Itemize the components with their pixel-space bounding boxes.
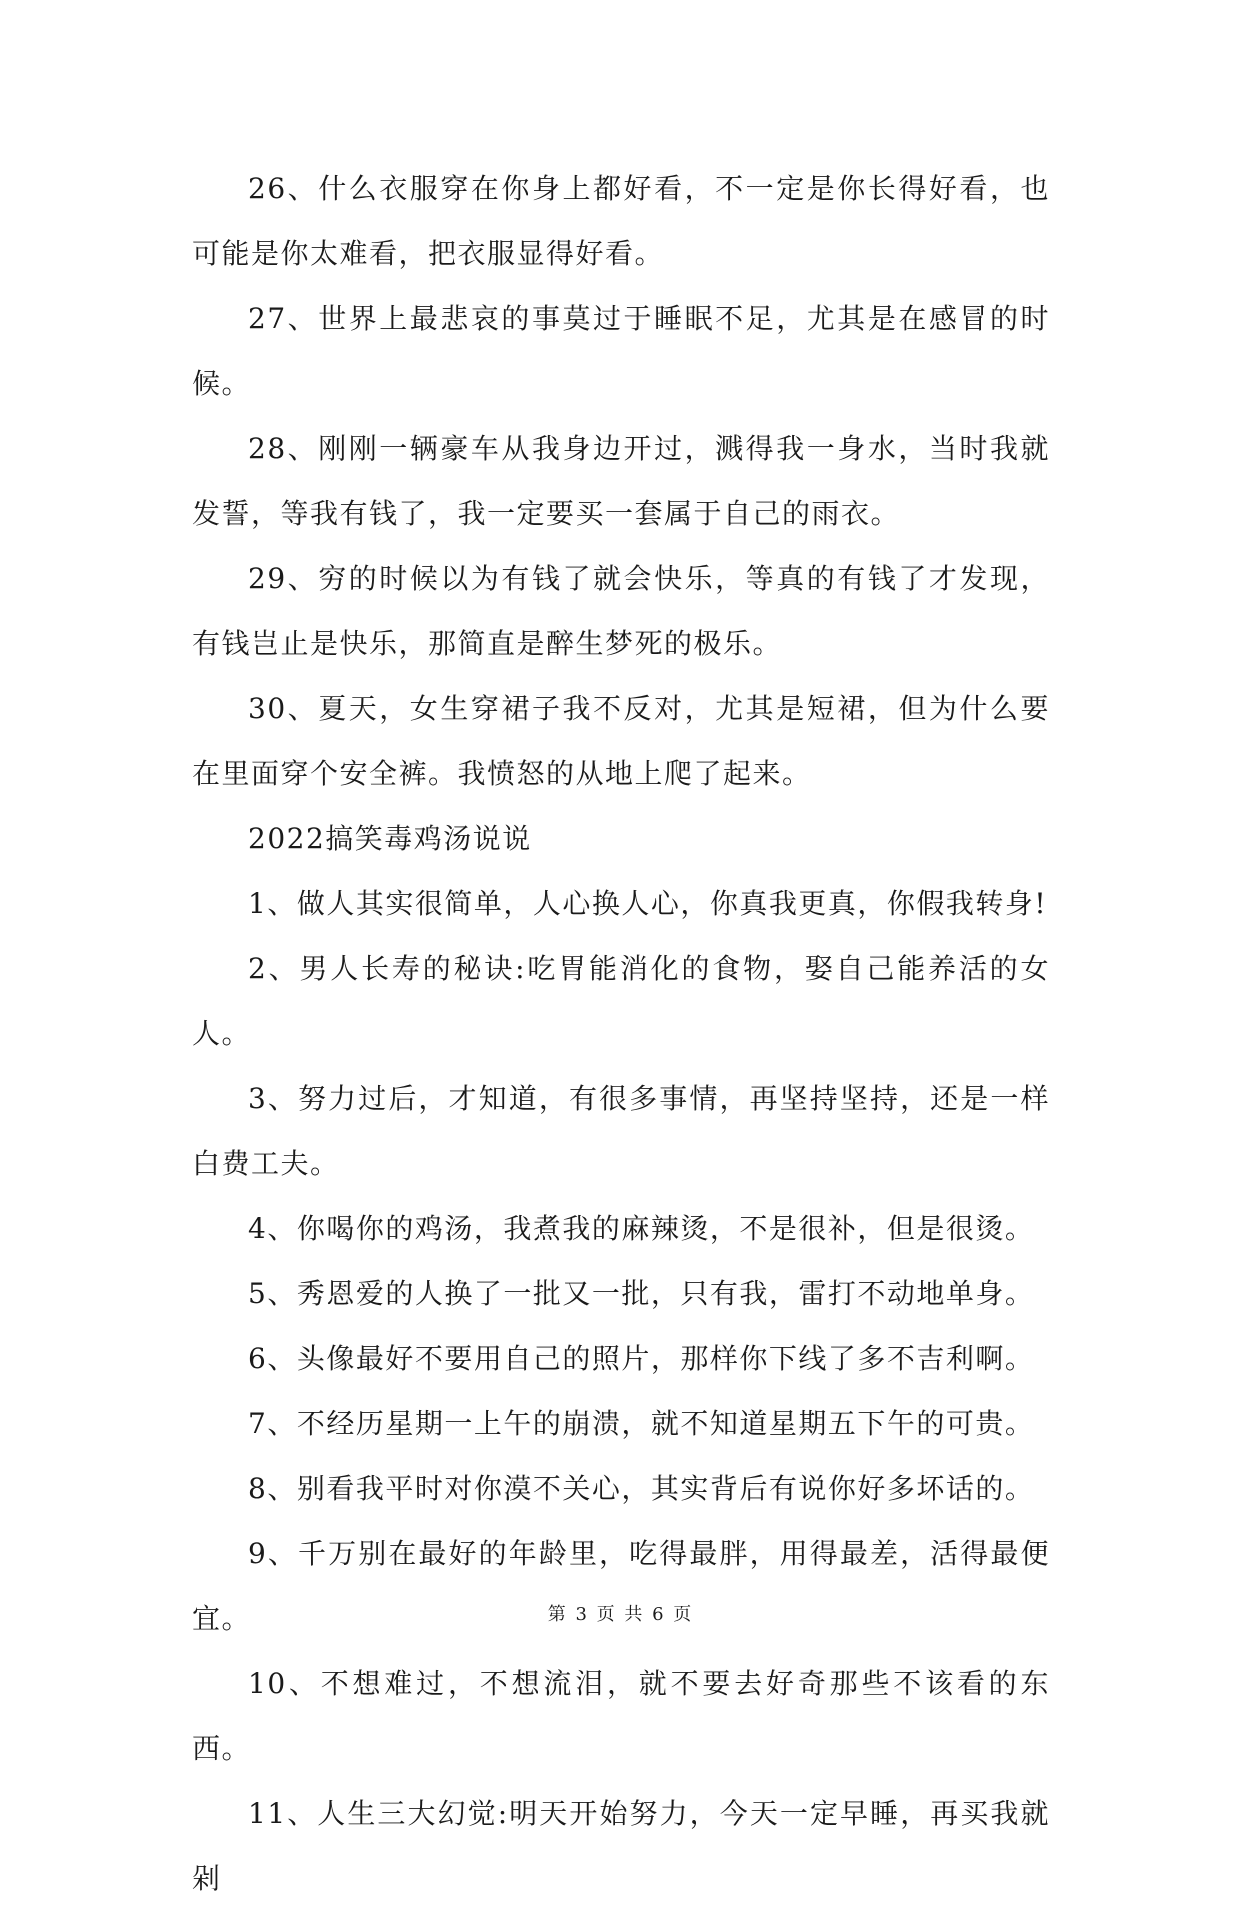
- paragraph-9: 9、千万别在最好的年龄里，吃得最胖，用得最差，活得最便宜。: [192, 1537, 1050, 1635]
- paragraph-4: 4、你喝你的鸡汤，我煮我的麻辣烫，不是很补，但是很烫。: [248, 1212, 1035, 1245]
- paragraph-27: 27、世界上最悲哀的事莫过于睡眠不足，尤其是在感冒的时候。: [192, 302, 1050, 400]
- paragraph-11: 11、人生三大幻觉:明天开始努力，今天一定早睡，再买我就剁: [192, 1797, 1050, 1895]
- paragraph-26: 26、什么衣服穿在你身上都好看，不一定是你长得好看，也可能是你太难看，把衣服显得好看。: [192, 172, 1050, 270]
- paragraph-6: 6、头像最好不要用自己的照片，那样你下线了多不吉利啊。: [248, 1342, 1035, 1375]
- paragraph-2: 2、男人长寿的秘诀:吃胃能消化的食物，娶自己能养活的女人。: [192, 952, 1050, 1050]
- paragraph-10: 10、不想难过，不想流泪，就不要去好奇那些不该看的东西。: [192, 1667, 1050, 1765]
- paragraph-3: 3、努力过后，才知道，有很多事情，再坚持坚持，还是一样白费工夫。: [192, 1082, 1050, 1180]
- paragraph-1: 1、做人其实很简单，人心换人心，你真我更真，你假我转身!: [248, 887, 1048, 920]
- paragraph-8: 8、别看我平时对你漠不关心，其实背后有说你好多坏话的。: [248, 1472, 1035, 1505]
- paragraph-7: 7、不经历星期一上午的崩溃，就不知道星期五下午的可贵。: [248, 1407, 1035, 1440]
- paragraph-5: 5、秀恩爱的人换了一批又一批，只有我，雷打不动地单身。: [248, 1277, 1035, 1310]
- paragraph-30: 30、夏天，女生穿裙子我不反对，尤其是短裙，但为什么要在里面穿个安全裤。我愤怒的从地上爬了起来。: [192, 692, 1050, 790]
- paragraph-28: 28、刚刚一辆豪车从我身边开过，溅得我一身水，当时我就发誓，等我有钱了，我一定要买一套属于自己的雨衣。: [192, 432, 1050, 530]
- document-body: [192, 156, 1050, 1911]
- paragraph-29: 29、穷的时候以为有钱了就会快乐，等真的有钱了才发现，有钱岂止是快乐，那简直是醉生梦死的极乐。: [192, 562, 1050, 660]
- page-footer: 第 3 页 共 6 页: [547, 1604, 694, 1625]
- section-heading: 2022搞笑毒鸡汤说说: [248, 822, 532, 855]
